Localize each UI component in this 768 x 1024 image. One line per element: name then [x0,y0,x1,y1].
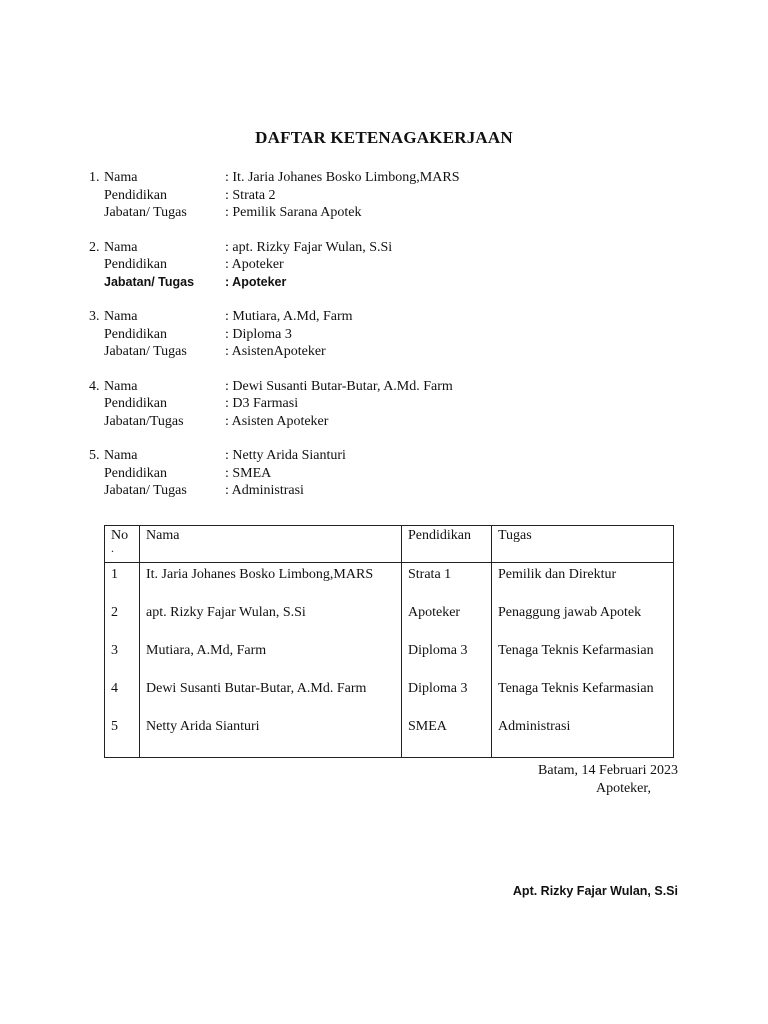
table-row [105,601,674,639]
cell-no: 4 [105,677,140,715]
pendidikan-value: : Diploma 3 [225,326,292,342]
entry-number: 5. [89,448,100,463]
nama-value: : Dewi Susanti Butar-Butar, A.Md. Farm [225,378,453,394]
signer-role: Apoteker, [595,781,651,796]
entry-number: 4. [89,378,100,394]
pendidikan-value: : Strata 2 [225,187,276,203]
table-row [105,563,674,602]
nama-value: : Mutiara, A.Md, Farm [225,309,353,324]
cell-no: 1 [105,563,140,602]
pendidikan-label: Pendidikan [104,326,167,342]
table-header-row [105,526,674,563]
person-entry [89,308,649,361]
cell-tugas: Tenaga Teknis Kefarmasian [492,677,674,715]
jabatan-value: : AsistenApoteker [225,344,326,359]
jabatan-label: Jabatan/Tugas [104,413,184,429]
nama-label: Nama [104,448,138,463]
cell-tugas: Administrasi [492,715,674,758]
table-row [105,715,674,758]
header-nama: Nama [140,526,402,563]
signer-name: Apt. Rizky Fajar Wulan, S.Si [512,884,678,898]
place-date: Batam, 14 Februari 2023 [538,763,678,778]
jabatan-label: Jabatan/ Tugas [104,274,195,289]
signature-block [538,762,678,798]
header-no-dot: . [111,541,114,555]
pendidikan-label: Pendidikan [104,465,167,481]
header-no [105,526,140,563]
cell-pendidikan: Strata 1 [402,563,492,602]
person-entry [89,239,649,292]
cell-pendidikan: Diploma 3 [402,639,492,677]
entry-number: 2. [89,239,100,255]
pendidikan-value: : SMEA [225,465,272,481]
pendidikan-label: Pendidikan [104,257,167,272]
cell-no: 5 [105,715,140,758]
cell-nama: apt. Rizky Fajar Wulan, S.Si [140,601,402,639]
jabatan-value: : Asisten Apoteker [225,413,329,429]
person-entry [89,378,649,431]
table-row [105,677,674,715]
nama-label: Nama [104,378,138,394]
document-title: DAFTAR KETENAGAKERJAAN [255,128,513,147]
nama-value: : It. Jaria Johanes Bosko Limbong,MARS [225,170,460,185]
entry-number: 3. [89,309,100,324]
table-row [105,639,674,677]
cell-pendidikan: Apoteker [402,601,492,639]
jabatan-value: : Administrasi [225,483,304,498]
nama-value: : apt. Rizky Fajar Wulan, S.Si [225,239,393,255]
person-entry [89,169,649,222]
cell-tugas: Penaggung jawab Apotek [492,601,674,639]
jabatan-value: : Apoteker [225,274,287,289]
cell-pendidikan: Diploma 3 [402,677,492,715]
pendidikan-value: : Apoteker [225,257,284,272]
nama-value: : Netty Arida Sianturi [225,448,346,463]
personnel-list [89,169,649,517]
cell-tugas: Pemilik dan Direktur [492,563,674,602]
cell-pendidikan: SMEA [402,715,492,758]
jabatan-label: Jabatan/ Tugas [104,344,187,359]
personnel-table [104,525,674,758]
cell-nama: It. Jaria Johanes Bosko Limbong,MARS [140,563,402,602]
jabatan-value: : Pemilik Sarana Apotek [225,205,362,220]
cell-tugas: Tenaga Teknis Kefarmasian [492,639,674,677]
entry-number: 1. [89,170,100,185]
nama-label: Nama [104,170,138,185]
header-tugas: Tugas [492,526,674,563]
jabatan-label: Jabatan/ Tugas [104,205,187,220]
header-pendidikan: Pendidikan [402,526,492,563]
cell-no: 3 [105,639,140,677]
cell-no: 2 [105,601,140,639]
person-entry [89,447,649,500]
pendidikan-label: Pendidikan [104,187,167,203]
cell-nama: Netty Arida Sianturi [140,715,402,758]
header-no-label: No [111,528,129,543]
jabatan-label: Jabatan/ Tugas [104,483,187,498]
nama-label: Nama [104,239,138,255]
cell-nama: Mutiara, A.Md, Farm [140,639,402,677]
cell-nama: Dewi Susanti Butar-Butar, A.Md. Farm [140,677,402,715]
pendidikan-label: Pendidikan [104,396,167,411]
nama-label: Nama [104,309,138,324]
pendidikan-value: : D3 Farmasi [225,396,299,411]
